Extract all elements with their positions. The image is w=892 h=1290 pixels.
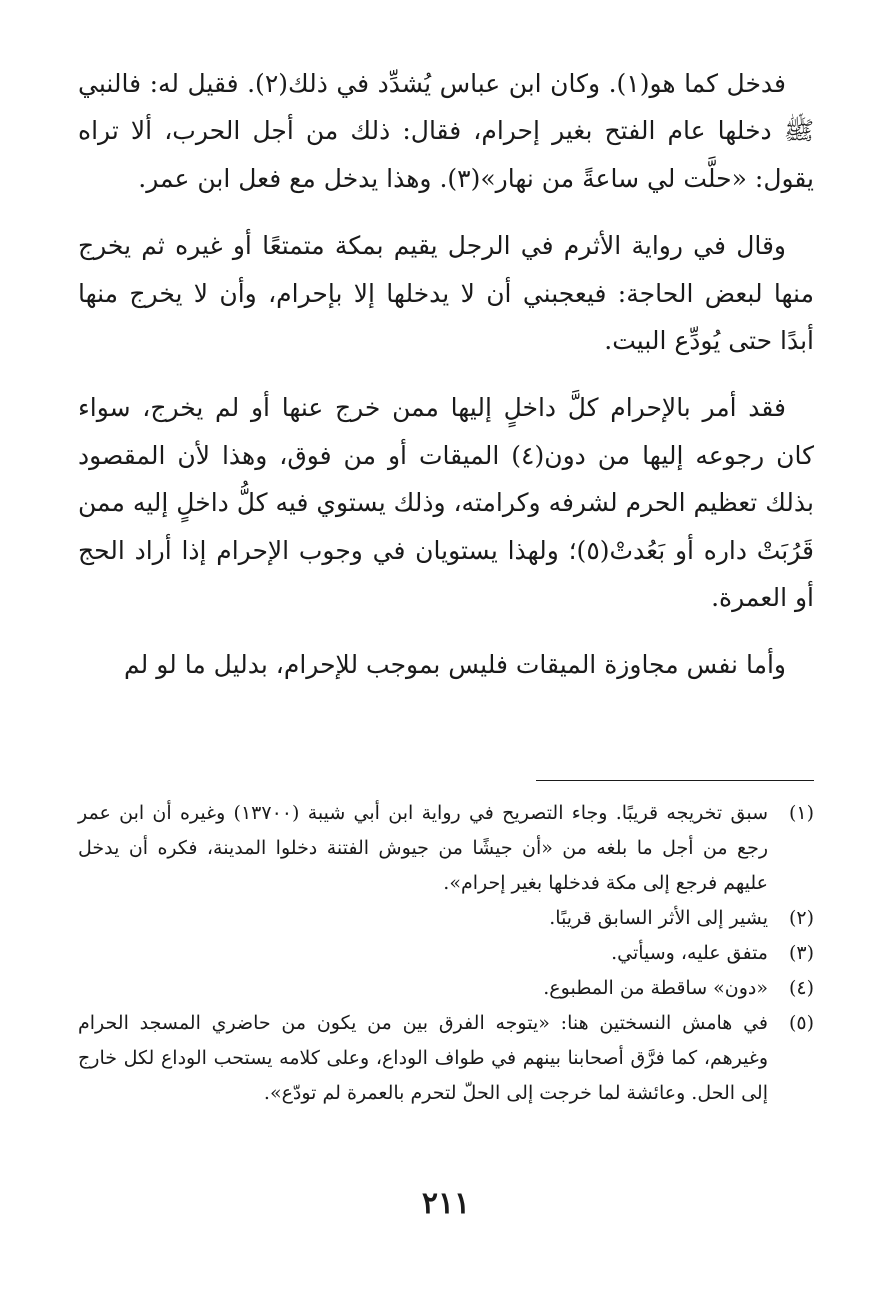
text-line: «دون» ساقطة من المطبوع. xyxy=(543,977,768,999)
paragraph-3 xyxy=(78,384,814,621)
footnote-number: (١) xyxy=(788,802,814,824)
text-line: أبدًا حتى يُودِّع البيت. xyxy=(604,326,814,356)
footnote-3 xyxy=(78,936,814,971)
paragraph-1 xyxy=(78,60,814,202)
text-line: «حلَّت لي ساعةً من نهار»(٣). وهذا يدخل مع فعل ابن عمر. xyxy=(138,163,747,193)
footnote-4 xyxy=(78,971,814,1006)
text-line: منها لبعض الحاجة: فيعجبني أن لا يدخلها إلا بإحرام، وأن لا يخرج منها xyxy=(78,278,814,308)
footnote-number: (٣) xyxy=(788,942,814,964)
text-line: لكل خارج إلى الحل. وعائشة لما خرجت إلى الحلّ لتحرم بالعمرة لم تودّع». xyxy=(78,1047,768,1104)
paragraph-4 xyxy=(78,641,814,688)
footnote-text xyxy=(78,936,768,971)
text-line: فدخل كما هو(١). وكان ابن عباس يُشدِّد في ذلك(٢). فقيل له: فالنبي ﷺ xyxy=(78,69,815,146)
footnote-text xyxy=(78,971,768,1006)
footnote-text xyxy=(78,901,768,936)
footnote-number: (٤) xyxy=(788,977,814,999)
footnote-1 xyxy=(78,796,814,901)
text-line: العمرة. xyxy=(711,583,788,613)
footnote-2 xyxy=(78,901,814,936)
footnote-text xyxy=(78,796,768,901)
footnote-5 xyxy=(78,1006,814,1111)
text-line: عمر رجع من أجل ما بلغه من «أن جيشًا من جيوش الفتنة دخلوا المدينة، فكره أن xyxy=(78,802,768,859)
text-line: يشير إلى الأثر السابق قريبًا. xyxy=(549,907,768,929)
page-number: ٢١١ xyxy=(421,1186,471,1221)
text-line: في هامش النسختين هنا: «يتوجه الفرق بين من يكون من حاضري المسجد الحرام xyxy=(78,1012,768,1034)
text-line: تعظيم الحرم لشرفه وكرامته، وذلك يستوي فيه كلُّ داخلٍ إليه ممن قَرُبَتْ xyxy=(78,488,814,565)
text-line: داره أو بَعُدتْ(٥)؛ ولهذا يستويان في وجوب الإحرام إذا أراد الحج أو xyxy=(78,535,814,613)
main-text xyxy=(78,60,814,689)
footnotes xyxy=(78,796,814,1111)
text-line: فقد أمر بالإحرام كلَّ داخلٍ إليها ممن خرج عنها أو لم يخرج، سواء xyxy=(78,393,786,423)
text-line: وقال في رواية الأثرم في الرجل يقيم بمكة متمتعًا أو غيره ثم يخرج xyxy=(78,231,786,261)
text-line: وأما نفس مجاوزة الميقات فليس بموجب للإحرام، بدليل ما لو لم xyxy=(124,650,786,680)
footnote-divider xyxy=(536,780,814,781)
footnote-number: (٢) xyxy=(788,907,814,929)
text-line: سبق تخريجه قريبًا. وجاء التصريح في رواية ابن أبي شيبة (١٣٧٠٠) وغيره أن ابن xyxy=(119,802,768,824)
text-line: كان رجوعه إليها من دون(٤) الميقات أو من فوق، وهذا لأن المقصود بذلك xyxy=(78,440,815,518)
paragraph-2 xyxy=(78,222,814,364)
text-line: يدخل عليهم فرجع إلى مكة فدخلها بغير إحرام». xyxy=(78,837,768,894)
text-line: وغيرهم، كما فرَّق أصحابنا بينهم في طواف الوداع، وعلى كلامه يستحب الوداع xyxy=(160,1047,769,1069)
footnote-text xyxy=(78,1006,768,1111)
text-line: متفق عليه، وسيأتي. xyxy=(611,942,768,964)
text-line: دخلها عام الفتح بغير إحرام، فقال: ذلك من أجل الحرب، ألا تراه يقول: xyxy=(78,116,814,193)
footnote-number: (٥) xyxy=(788,1012,814,1034)
